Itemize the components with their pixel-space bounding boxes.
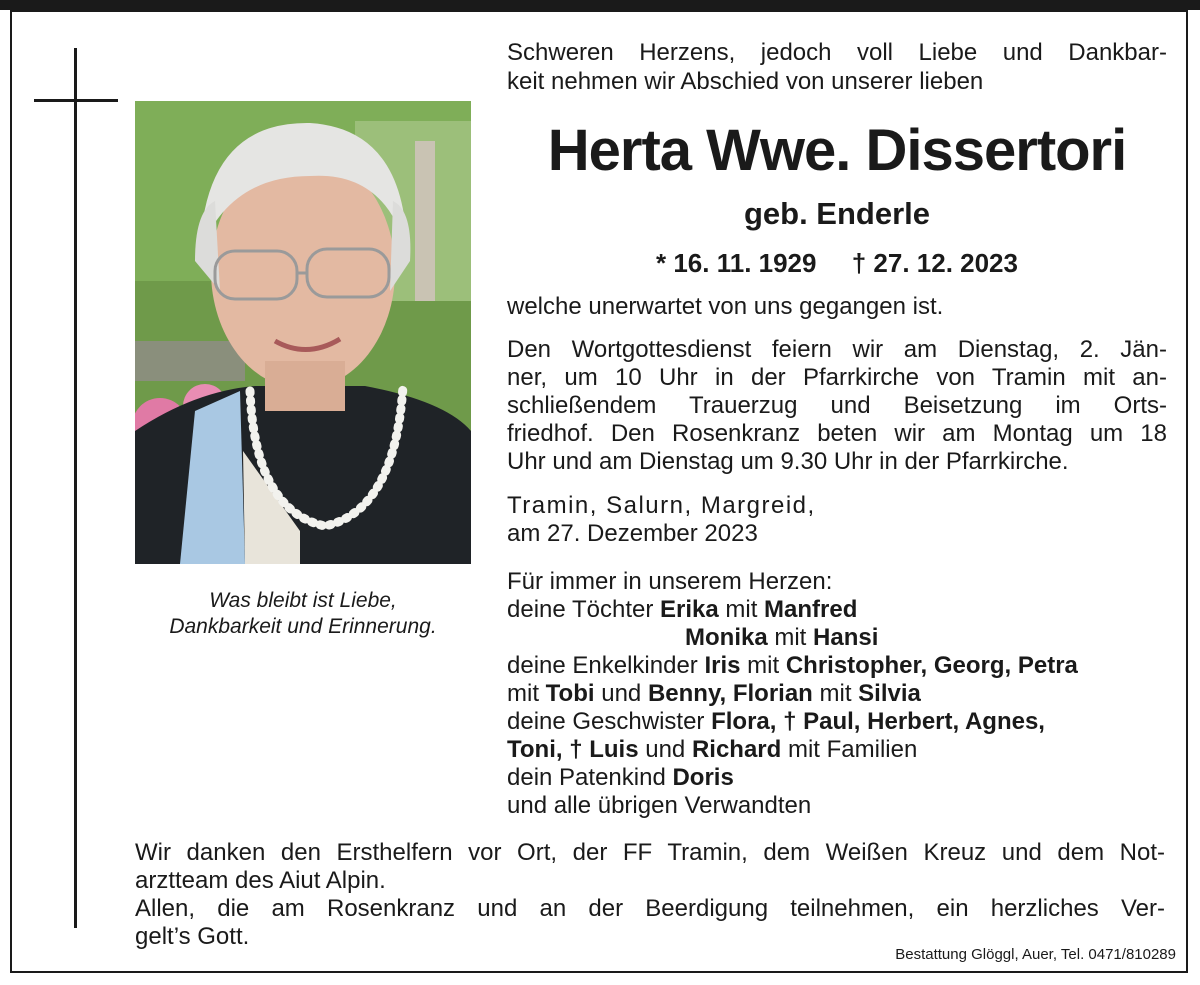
cross-icon — [74, 48, 77, 928]
deceased-name: Herta Wwe. Dissertori — [547, 118, 1127, 183]
family-line: Monika mit Hansi — [685, 624, 879, 651]
place-towns: Tramin, Salurn, Margreid, — [507, 492, 816, 519]
caption-line: Was bleibt ist Liebe, — [209, 589, 397, 612]
place-date: am 27. Dezember 2023 — [507, 520, 758, 547]
family-line: mit Tobi und Benny, Florian mit Silvia — [507, 680, 921, 707]
family-line: und alle übrigen Verwandten — [507, 792, 812, 819]
thanks-line: arztteam des Aiut Alpin. — [135, 867, 386, 894]
statement: welche unerwartet von uns gegangen ist. — [507, 293, 944, 320]
intro-line: keit nehmen wir Abschied von unserer lieben — [507, 68, 984, 95]
maiden-name: geb. Enderle — [743, 196, 931, 231]
service-line: Uhr und am Dienstag um 9.30 Uhr in der Pfarrkirche. — [507, 448, 1069, 475]
caption-line: Dankbarkeit und Erinnerung. — [169, 615, 437, 638]
intro-line: Schweren Herzens, jedoch voll Liebe und Dankbar- — [507, 39, 1167, 66]
family-line: dein Patenkind Doris — [507, 764, 734, 791]
thanks-line: Allen, die am Rosenkranz und an der Beerdigung teilnehmen, ein herzliches Ver- — [135, 895, 1165, 922]
death-date: † 27. 12. 2023 — [851, 248, 1018, 278]
family-list — [507, 568, 1177, 820]
family-heading: Für immer in unserem Herzen: — [507, 568, 833, 595]
family-line: Toni, † Luis und Richard mit Familien — [507, 736, 918, 763]
funeral-home-credit: Bestattung Glöggl, Auer, Tel. 0471/810289 — [895, 946, 1176, 963]
service-line: schließendem Trauerzug und Beisetzung im Orts- — [507, 392, 1167, 419]
top-border — [0, 0, 1200, 10]
family-line: deine Enkelkinder Iris mit Christopher, Georg, Petra — [507, 652, 1078, 679]
birth-date: * 16. 11. 1929 — [656, 248, 817, 278]
cross-icon-bar — [34, 99, 118, 102]
photo-caption — [135, 588, 471, 640]
service-line: friedhof. Den Rosenkranz beten wir am Montag um 18 — [507, 420, 1167, 447]
family-line: deine Töchter Erika mit Manfred — [507, 596, 858, 623]
service-line: ner, um 10 Uhr in der Pfarrkirche von Tramin mit an- — [507, 364, 1167, 391]
family-line: deine Geschwister Flora, † Paul, Herbert, Agnes, — [507, 708, 1045, 735]
portrait-photo — [135, 101, 471, 564]
service-line: Den Wortgottesdienst feiern wir am Dienstag, 2. Jän- — [507, 336, 1167, 363]
thanks-line: gelt’s Gott. — [135, 923, 250, 950]
thanks-line: Wir danken den Ersthelfern vor Ort, der FF Tramin, dem Weißen Kreuz und dem Not- — [135, 839, 1165, 866]
life-dates — [507, 248, 1167, 278]
